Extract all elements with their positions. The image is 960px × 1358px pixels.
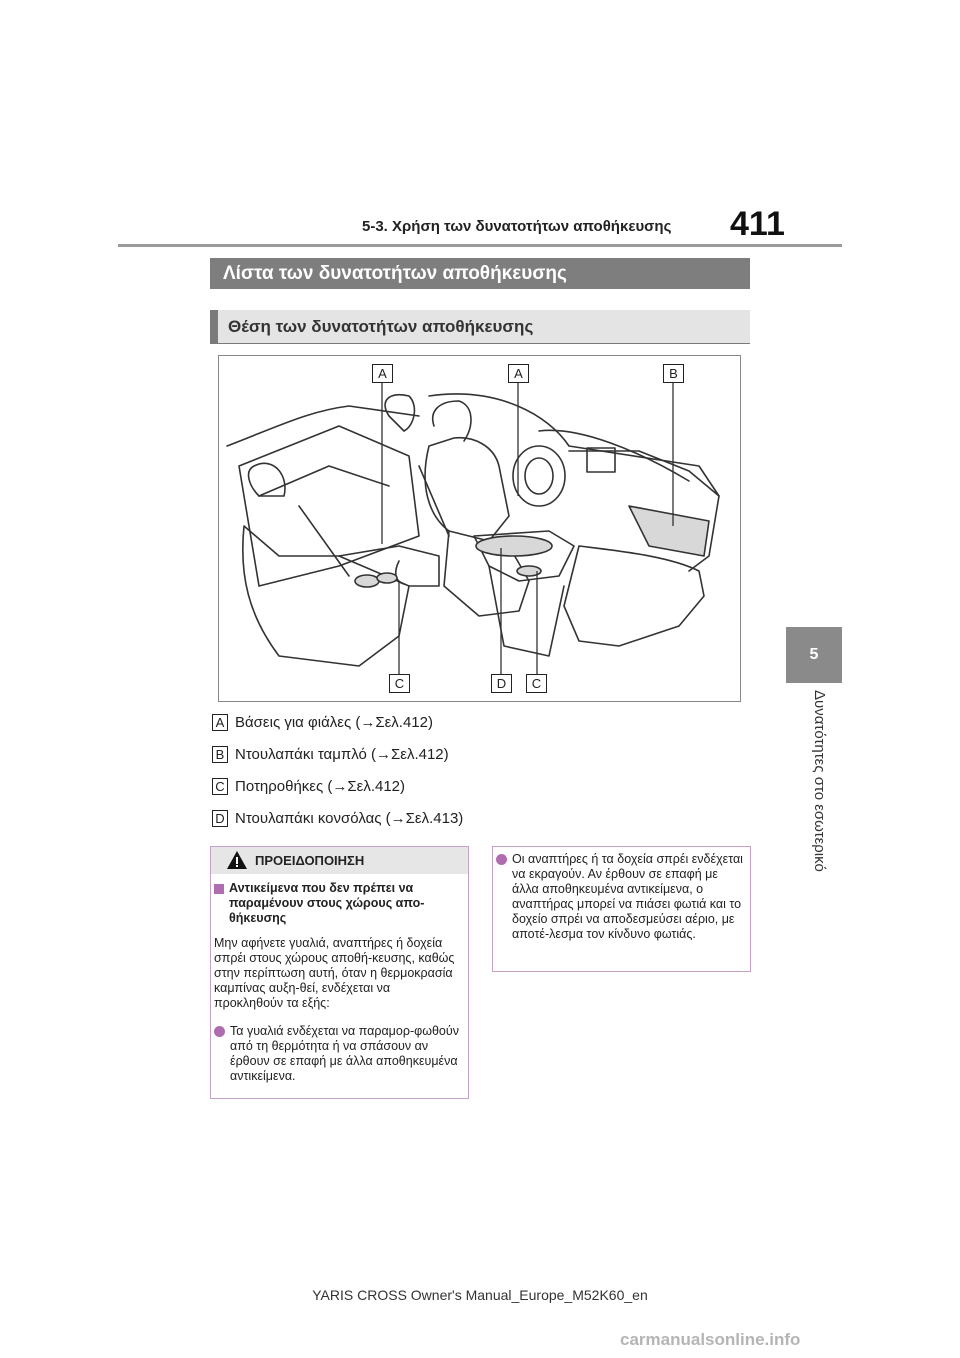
storage-location-figure	[218, 355, 741, 702]
figure-label-a: A	[508, 364, 529, 383]
item-letter: B	[212, 746, 228, 763]
list-item	[212, 778, 405, 795]
section-banner: Λίστα των δυνατοτήτων αποθήκευσης	[210, 258, 750, 289]
figure-label-c: C	[389, 674, 410, 693]
warning-bullet-row	[214, 1024, 464, 1084]
list-item	[212, 714, 433, 731]
figure-label-d: D	[491, 674, 512, 693]
warning-triangle-icon	[226, 850, 248, 870]
watermark: carmanualsonline.info	[620, 1330, 801, 1349]
warning-body: Μην αφήνετε γυαλιά, αναπτήρες ή δοχεία σπρέι στους χώρους αποθή-κευσης, καθώς στην περίπτωση αυτή, όταν η θερμοκρασία καμπίνας αυξη-θεί, ενδέχεται να προκληθούν τα εξής:	[214, 936, 455, 1010]
car-interior-illustration	[219, 356, 740, 701]
item-text: Ντουλαπάκι ταμπλό (→Σελ.412)	[235, 746, 449, 763]
section-title: 5-3. Χρήση των δυνατοτήτων αποθήκευσης	[362, 218, 672, 235]
square-bullet-icon	[214, 884, 224, 894]
item-letter: D	[212, 810, 228, 827]
warning-bullet-text: Τα γυαλιά ενδέχεται να παραμορ-φωθούν από τη θερμότητα ή να σπάσουν αν έρθουν σε επαφή με άλλα αποθηκευμένα αντικείμενα.	[230, 1024, 459, 1083]
header-divider	[118, 244, 842, 247]
subsection-banner: Θέση των δυνατοτήτων αποθήκευσης	[210, 310, 750, 343]
item-text: Ντουλαπάκι κονσόλας (→Σελ.413)	[235, 810, 464, 827]
round-bullet-icon	[496, 854, 507, 865]
warning-subtitle-row	[214, 881, 464, 926]
subsection-divider	[210, 343, 750, 344]
item-text: Βάσεις για φιάλες (→Σελ.412)	[235, 714, 433, 731]
warning-bullet-text: Οι αναπτήρες ή τα δοχεία σπρέι ενδέχεται να εκραγούν. Αν έρθουν σε επαφή με άλλα αποθηκευμένα αντικείμενα, ο αναπτήρας μπορεί να πιάσει φωτιά και το δοχείο σπρέι να αποδεσμεύσει αέριο, με αποτέ-λεσμα τον κίνδυνο φωτιάς.	[512, 852, 743, 941]
item-text: Ποτηροθήκες (→Σελ.412)	[235, 778, 406, 795]
figure-label-a: A	[372, 364, 393, 383]
chapter-title: Δυνατότητες στο εσωτερικό	[811, 690, 828, 872]
figure-label-c: C	[526, 674, 547, 693]
item-letter: C	[212, 778, 228, 795]
list-item	[212, 810, 463, 827]
figure-label-b: B	[663, 364, 684, 383]
warning-title: ΠΡΟΕΙΔΟΠΟΙΗΣΗ	[255, 853, 365, 868]
footer-text: YARIS CROSS Owner's Manual_Europe_M52K60_en	[312, 1287, 648, 1303]
chapter-tab	[786, 627, 842, 683]
page-number: 411	[730, 205, 785, 243]
chapter-number: 5	[809, 646, 819, 663]
item-letter: A	[212, 714, 228, 731]
warning-bullet-row	[496, 852, 746, 942]
list-item	[212, 746, 449, 763]
round-bullet-icon	[214, 1026, 225, 1037]
warning-subtitle: Αντικείμενα που δεν πρέπει να παραμένουν στους χώρους απο-θήκευσης	[229, 881, 425, 925]
